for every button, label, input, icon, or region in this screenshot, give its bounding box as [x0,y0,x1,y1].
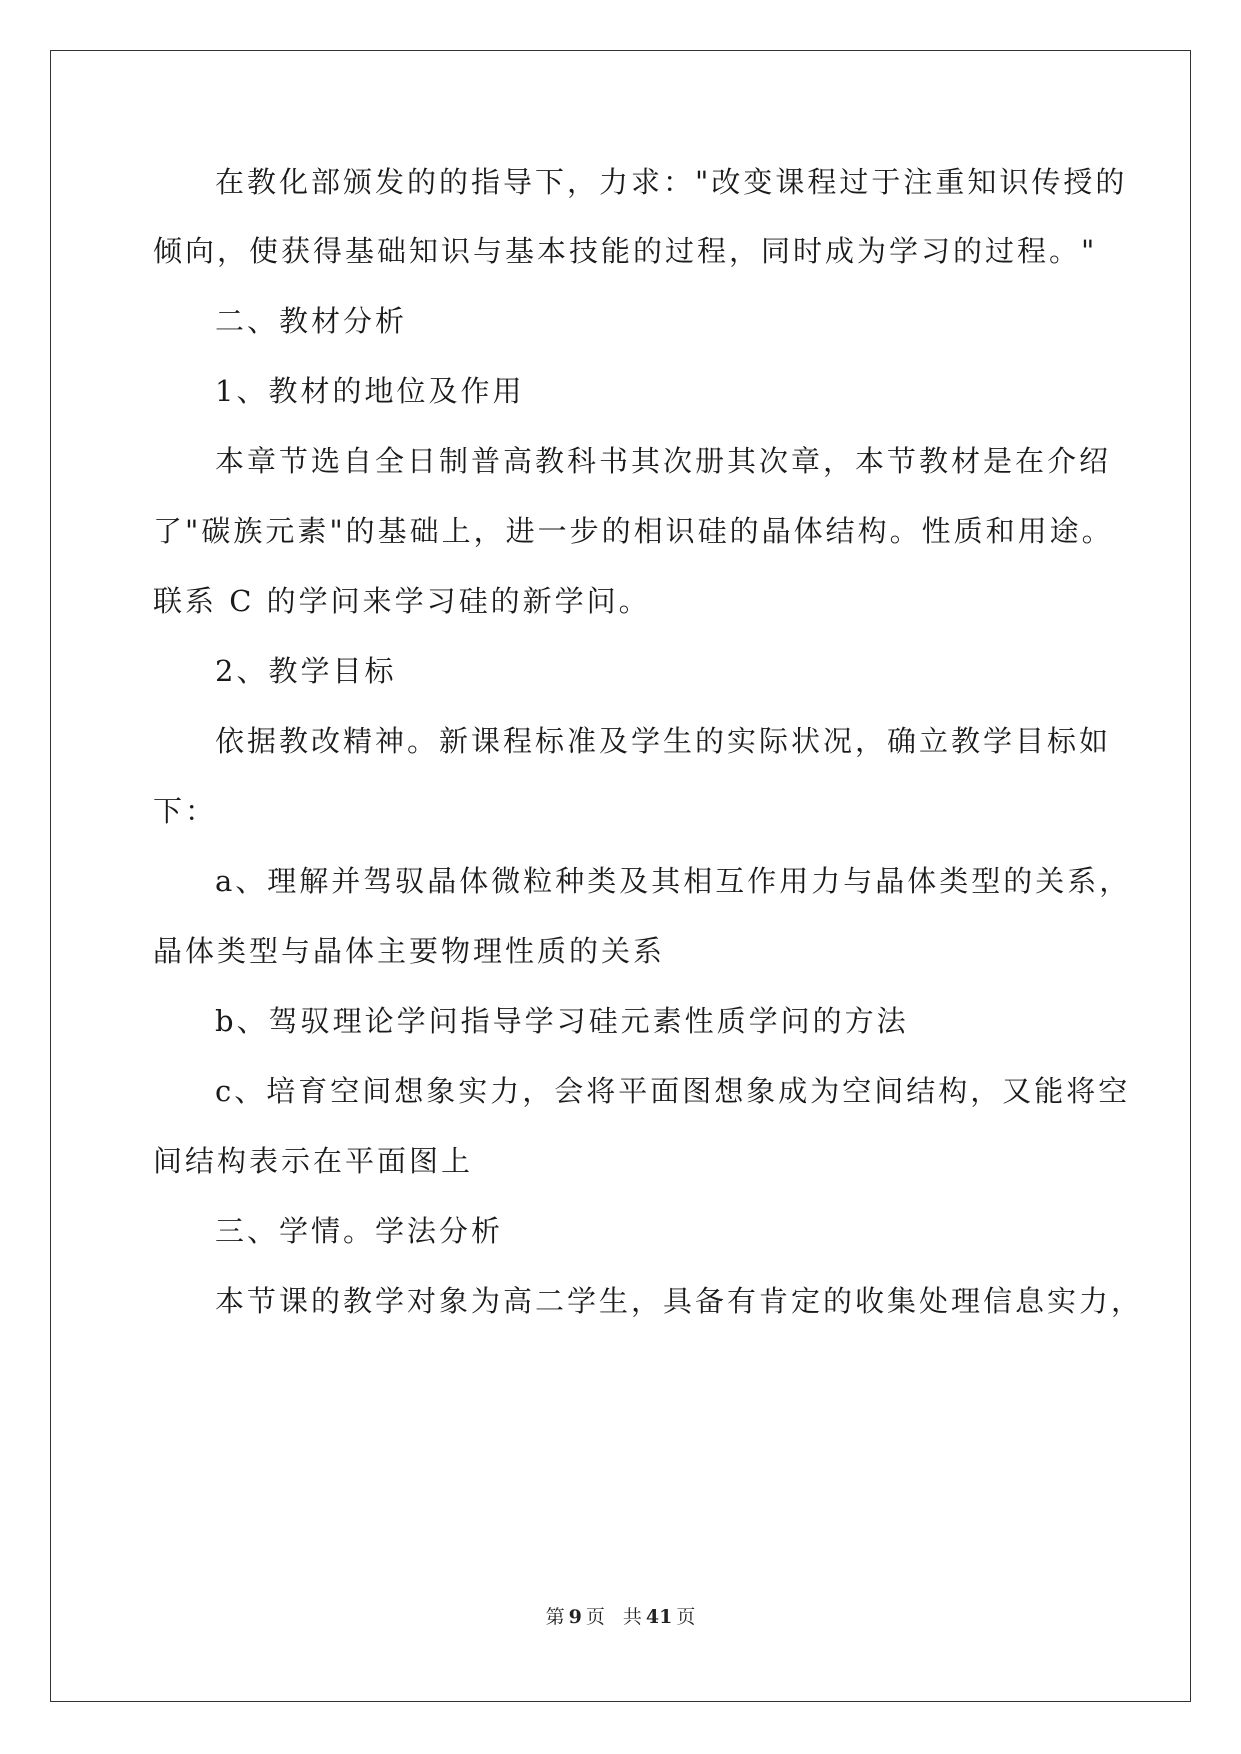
paragraph-line: 依据教改精神。新课程标准及学生的实际状况，确立教学目标如 [215,724,1112,758]
paragraph-line: 本节课的教学对象为高二学生，具备有肯定的收集处理信息实力， [215,1284,1144,1318]
footer-page-number: 9 [568,1606,582,1628]
paragraph-line: 下： [153,794,218,828]
subsection-heading: 2、教学目标 [215,654,397,688]
list-item: b、驾驭理论学问指导学习硅元素性质学问的方法 [215,1004,909,1038]
page-footer [0,1602,1241,1629]
paragraph-line: 了"碳族元素"的基础上，进一步的相识硅的晶体结构。性质和用途。 [153,514,1114,548]
paragraph-line: 本章节选自全日制普高教科书其次册其次章，本节教材是在介绍 [215,444,1112,478]
footer-total-prefix: 共 [622,1606,642,1628]
paragraph-line: 在教化部颁发的的指导下，力求："改变课程过于注重知识传授的 [215,165,1128,199]
section-heading: 二、教材分析 [215,304,408,338]
footer-total-suffix: 页 [676,1606,696,1628]
footer-prefix: 第 [545,1606,565,1628]
list-item: a、理解并驾驭晶体微粒种类及其相互作用力与晶体类型的关系， [215,864,1132,898]
list-item: c、培育空间想象实力，会将平面图想象成为空间结构，又能将空 [215,1074,1131,1108]
subsection-heading: 1、教材的地位及作用 [215,374,525,408]
footer-page-suffix: 页 [585,1606,605,1628]
list-item-continuation: 晶体类型与晶体主要物理性质的关系 [153,934,666,968]
footer-total-pages: 41 [645,1606,673,1628]
paragraph-line: 倾向，使获得基础知识与基本技能的过程，同时成为学习的过程。" [153,234,1098,268]
list-item-continuation: 间结构表示在平面图上 [153,1144,474,1178]
section-heading: 三、学情。学法分析 [215,1214,504,1248]
paragraph-line: 联系 C 的学问来学习硅的新学问。 [153,584,651,618]
